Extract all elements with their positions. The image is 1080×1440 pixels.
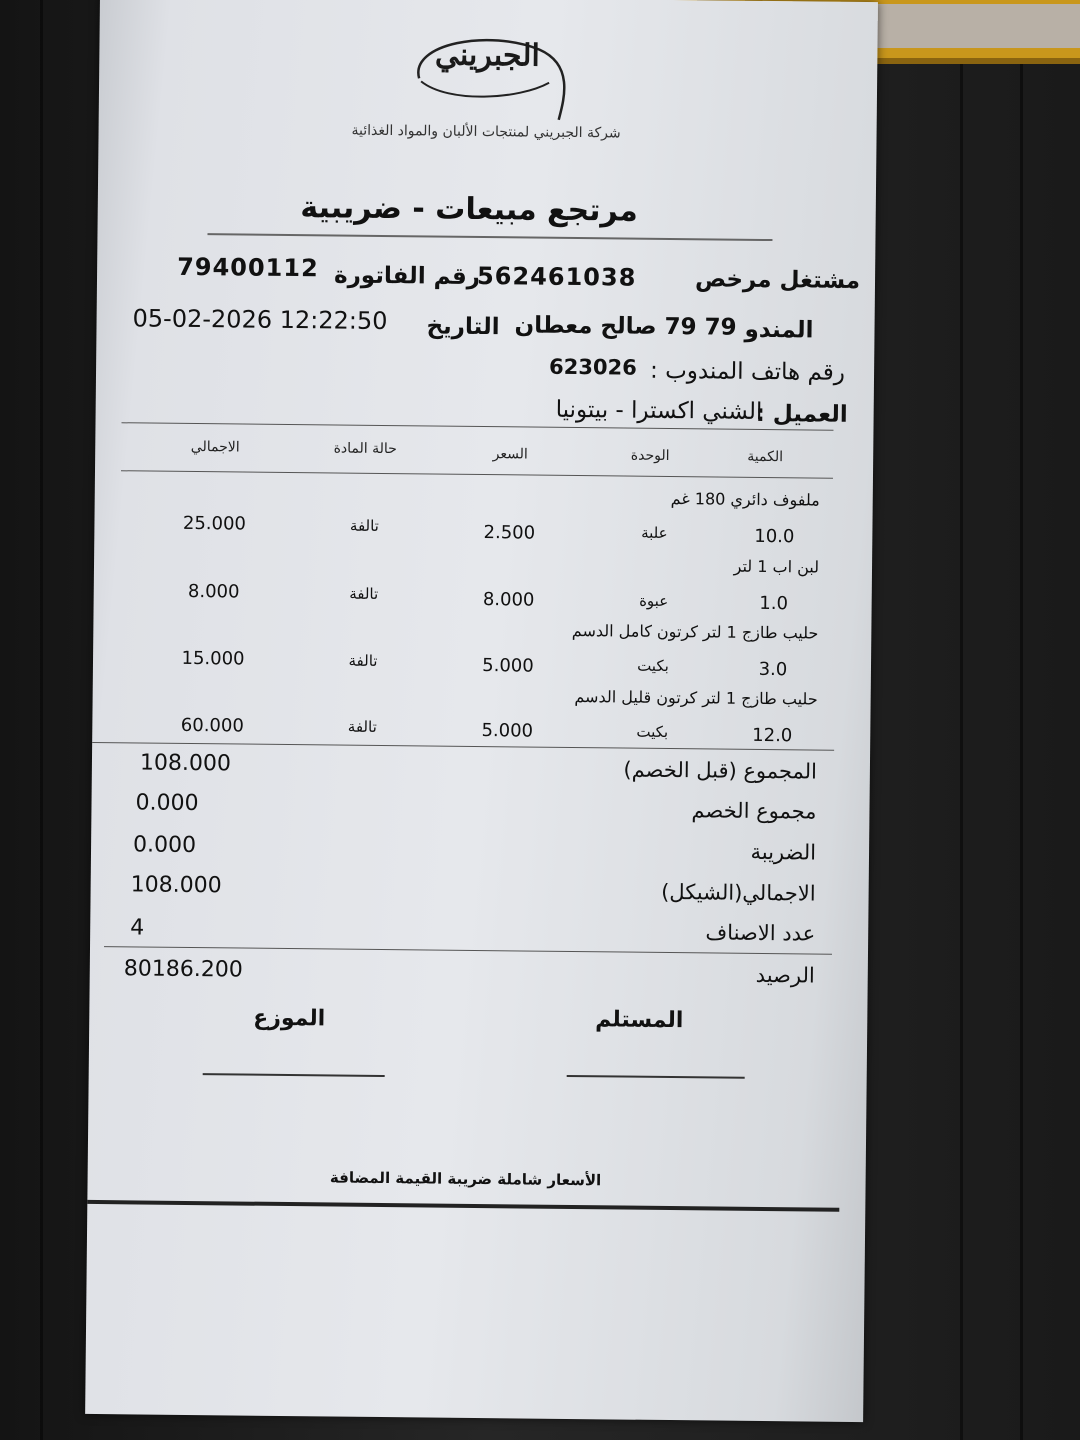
logo-text: الجبريني xyxy=(434,37,540,74)
header-total: الاجمالي xyxy=(190,438,240,456)
total-value: 108.000 xyxy=(130,872,222,899)
date-label: التاريخ xyxy=(426,313,500,341)
customer-name: الشني اكسترا - بيتونيا xyxy=(555,396,763,425)
item-name: لبن اب 1 لتر xyxy=(733,556,820,577)
item-quantity: 1.0 xyxy=(759,592,789,615)
document-title: مرتجع مبيعات - ضريبية xyxy=(300,190,638,229)
background-stripe xyxy=(40,0,43,1440)
item-condition: تالفة xyxy=(349,584,379,603)
item-total: 25.000 xyxy=(182,512,247,535)
background-stripe xyxy=(1020,0,1023,1440)
subtotal-label: المجموع (قبل الخصم) xyxy=(623,757,818,784)
distributor-label: الموزع xyxy=(253,1005,326,1032)
item-total: 15.000 xyxy=(181,647,245,670)
item-total: 8.000 xyxy=(187,580,240,603)
item-unit: بكيت xyxy=(636,722,669,741)
title-divider xyxy=(207,233,772,241)
balance-value: 80186.200 xyxy=(123,956,243,983)
subtotal-value: 108.000 xyxy=(139,750,232,777)
header-price: السعر xyxy=(492,446,528,463)
summary-rule xyxy=(104,946,832,955)
receiver-label: المستلم xyxy=(595,1007,684,1034)
distributor-signature-line xyxy=(203,1073,385,1077)
items-count-label: عدد الاصناف xyxy=(705,920,816,946)
receipt xyxy=(85,0,878,1422)
customer-label: العميل : xyxy=(755,400,848,428)
tax-value: 0.000 xyxy=(132,832,197,859)
rep-name: 79 79 صالح معطان xyxy=(514,312,737,341)
receiver-signature-line xyxy=(567,1075,745,1079)
item-condition: تالفة xyxy=(347,717,377,736)
discount-value: 0.000 xyxy=(135,790,199,817)
item-price: 5.000 xyxy=(481,720,534,742)
item-quantity: 3.0 xyxy=(758,658,788,681)
item-unit: علبة xyxy=(641,523,668,542)
vat-note: الأسعار شاملة ضريبة القيمة المضافة xyxy=(329,1168,602,1190)
invoice-number: 79400112 xyxy=(177,252,319,283)
item-price: 8.000 xyxy=(482,589,535,611)
item-unit: بكيت xyxy=(637,656,669,675)
items-count-value: 4 xyxy=(130,915,145,941)
item-condition: تالفة xyxy=(349,516,380,535)
licensed-dealer-value: 562461038 xyxy=(476,261,637,292)
header-quantity: الكمية xyxy=(747,448,784,466)
rep-phone-label: رقم هاتف المندوب : xyxy=(649,357,846,386)
background-stripe xyxy=(960,0,963,1440)
total-label: الاجمالي(الشيكل) xyxy=(661,879,816,906)
licensed-dealer-label: مشتغل مرخص xyxy=(694,266,861,294)
item-quantity: 10.0 xyxy=(754,525,795,548)
item-unit: عبوة xyxy=(639,591,669,610)
company-name: شركة الجبريني لمنتجات الألبان والمواد الغذائية xyxy=(351,122,621,142)
item-name: ملفوف دائري 180 غم xyxy=(670,489,820,510)
item-price: 2.500 xyxy=(483,522,536,544)
item-total: 60.000 xyxy=(180,714,244,737)
rep-label: المندو xyxy=(744,316,814,344)
table-bottom-rule xyxy=(92,742,834,751)
discount-label: مجموع الخصم xyxy=(691,798,817,824)
item-condition: تالفة xyxy=(348,651,378,670)
table-header-rule xyxy=(121,470,833,478)
header-condition: حالة المادة xyxy=(333,440,397,458)
date-value: 05-02-2026 12:22:50 xyxy=(132,304,388,336)
balance-label: الرصيد xyxy=(755,962,815,988)
item-name: حليب طازج 1 لتر كرتون كامل الدسم xyxy=(571,620,819,643)
item-quantity: 12.0 xyxy=(752,724,793,747)
invoice-label: رقم الفاتورة xyxy=(333,262,481,290)
receipt-bottom-bar xyxy=(87,1200,839,1212)
header-unit: الوحدة xyxy=(630,447,670,464)
tax-label: الضريبة xyxy=(750,839,817,865)
rep-phone-value: 623026 xyxy=(548,354,637,380)
item-price: 5.000 xyxy=(482,655,534,677)
item-name: حليب طازج 1 لتر كرتون قليل الدسم xyxy=(574,687,818,709)
